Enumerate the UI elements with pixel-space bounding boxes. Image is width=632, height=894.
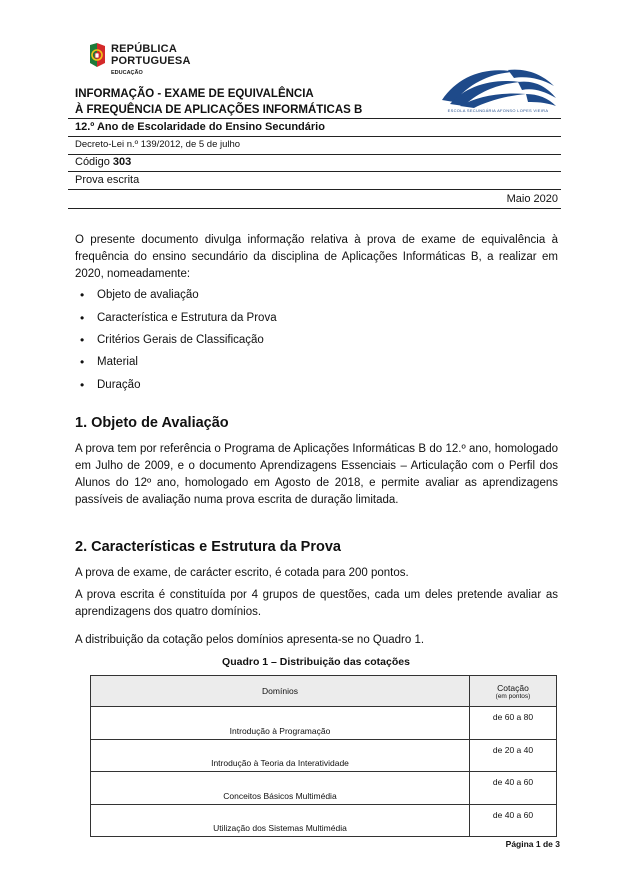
divider [68, 189, 561, 190]
list-item [80, 329, 277, 351]
list-item-label: Duração [97, 378, 141, 391]
divider [68, 136, 561, 137]
portugal-flag-icon [86, 42, 108, 68]
list-item-label: Característica e Estrutura da Prova [97, 311, 277, 324]
document-date: Maio 2020 [506, 193, 558, 205]
intro-paragraph: O presente documento divulga informação relativa à prova de exame de equivalência à frequência do ensino secundário da disciplina de Aplicações Informáticas B, a realizar em 2020, nomeadamente: [75, 234, 558, 280]
row-domain: Introdução à Programação [91, 707, 470, 740]
code-value: 303 [112, 156, 132, 168]
section2-heading: 2. Características e Estrutura da Prova [75, 539, 341, 555]
school-logo [438, 64, 558, 116]
exam-type: Prova escrita [75, 174, 140, 186]
table-row [91, 707, 557, 740]
exam-code [75, 156, 131, 168]
table-caption: Quadro 1 – Distribuição das cotações [222, 656, 410, 668]
document-title [75, 86, 362, 118]
header-domain: Domínios [91, 676, 470, 707]
table-row [91, 804, 557, 837]
republic-line1: REPÚBLICA [111, 43, 177, 55]
title-line1: INFORMAÇÃO - EXAME DE EQUIVALÊNCIA [75, 88, 314, 100]
bullet-icon: • [80, 332, 85, 347]
header-points [470, 676, 557, 707]
row-domain: Introdução à Teoria da Interatividade [91, 739, 470, 772]
row-domain: Utilização dos Sistemas Multimédia [91, 804, 470, 837]
divider [68, 154, 561, 155]
bullet-icon: • [80, 288, 85, 303]
row-points: de 20 a 40 [470, 739, 557, 772]
bullet-icon: • [80, 355, 85, 370]
republic-line3: EDUCAÇÃO [111, 70, 143, 76]
list-item [80, 284, 277, 306]
list-item-label: Critérios Gerais de Classificação [97, 333, 264, 346]
bullet-icon: • [80, 310, 85, 325]
section1-heading: 1. Objeto de Avaliação [75, 415, 229, 431]
republic-line2: PORTUGUESA [111, 55, 191, 67]
table-row [91, 739, 557, 772]
row-points: de 40 a 60 [470, 804, 557, 837]
divider [68, 208, 561, 209]
code-label: Código [75, 156, 110, 168]
republic-logo [86, 42, 196, 78]
table-header-row [91, 676, 557, 707]
list-item [80, 374, 277, 396]
section2-paragraph3: A distribuição da cotação pelos domínios apresenta-se no Quadro 1. [75, 634, 425, 646]
row-points: de 40 a 60 [470, 772, 557, 805]
school-emblem-icon [438, 64, 558, 108]
list-item [80, 306, 277, 328]
topic-list [80, 284, 277, 396]
list-item [80, 351, 277, 373]
header-points-label: Cotação [497, 682, 529, 693]
grade-label: 12.º Ano de Escolaridade do Ensino Secundário [75, 121, 325, 133]
section2-paragraph2: A prova escrita é constituída por 4 grupos de questões, cada um deles pretende avaliar as aprendizagens dos quatro domínios. [75, 589, 558, 618]
section2-paragraph1: A prova de exame, de carácter escrito, é cotada para 200 pontos. [75, 567, 409, 579]
row-points: de 60 a 80 [470, 707, 557, 740]
table-row [91, 772, 557, 805]
school-caption: ESCOLA SECUNDÁRIA AFONSO LOPES VIEIRA [447, 108, 549, 113]
bullet-icon: • [80, 377, 85, 392]
divider [68, 118, 561, 119]
header-points-sub: (em pontos) [495, 692, 531, 700]
row-domain: Conceitos Básicos Multimédia [91, 772, 470, 805]
divider [68, 171, 561, 172]
title-line2: À FREQUÊNCIA DE APLICAÇÕES INFORMÁTICAS B [75, 104, 363, 116]
decree-label: Decreto-Lei n.º 139/2012, de 5 de julho [75, 139, 241, 150]
page-number: Página 1 de 3 [505, 839, 560, 849]
section1-paragraph: A prova tem por referência o Programa de Aplicações Informáticas B do 12.º ano, homologado em Julho de 2009, e o documento Aprendizagens Essenciais – Articulação com o Perfil dos Alunos do 12º ano, homologado em Agosto de 2018, e permite avaliar as aprendizagens passíveis de avaliação numa prova escrita de duração limitada. [75, 443, 558, 506]
points-distribution-table [90, 675, 557, 837]
list-item-label: Objeto de avaliação [97, 289, 199, 302]
list-item-label: Material [97, 356, 138, 369]
